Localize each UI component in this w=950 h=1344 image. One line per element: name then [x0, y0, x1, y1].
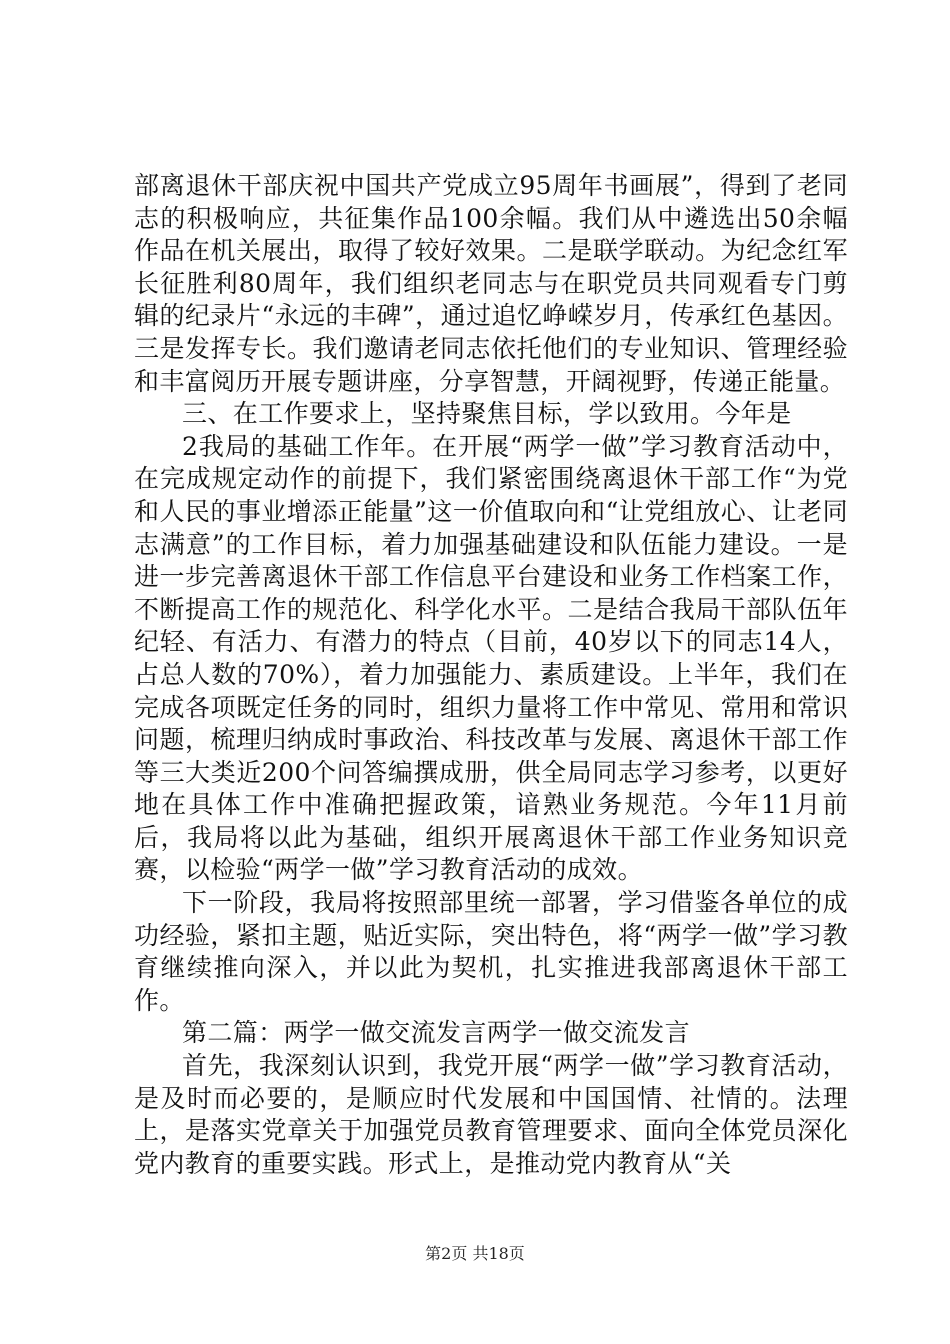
paragraph-4: 下一阶段，我局将按照部里统一部署，学习借鉴各单位的成功经验，紧扣主题，贴近实际，突出特色，将“两学一做”学习教育继续推向深入，并以此为契机，扎实推进我部离退休干部工作。: [134, 888, 848, 1015]
page-number-label: 第2页 共18页: [425, 1244, 525, 1263]
paragraph-2: 三、在工作要求上，坚持聚焦目标，学以致用。今年是: [182, 399, 792, 429]
page-footer: [0, 1244, 950, 1264]
paragraph-1: 部离退休干部庆祝中国共产党成立95周年书画展”，得到了老同志的积极响应，共征集作品100余幅。我们从中遴选出50余幅作品在机关展出，取得了较好效果。二是联学联动。为纪念红军长征胜利80周年，我们组织老同志与在职党员共同观看专门剪辑的纪录片“永远的丰碑”，通过追忆峥嵘岁月，传承红色基因。三是发挥专长。我们邀请老同志依托他们的专业知识、管理经验和丰富阅历开展专题讲座，分享智慧，开阔视野，传递正能量。: [134, 171, 848, 396]
section-heading: 第二篇：两学一做交流发言两学一做交流发言: [182, 1018, 691, 1048]
paragraph-5: 首先，我深刻认识到，我党开展“两学一做”学习教育活动，是及时而必要的，是顺应时代发展和中国国情、社情的。法理上，是落实党章关于加强党员教育管理要求、面向全体党员深化党内教育的重要实践。形式上，是推动党内教育从“关: [134, 1051, 848, 1178]
document-body: [134, 170, 848, 1180]
paragraph-3: 2我局的基础工作年。在开展“两学一做”学习教育活动中，在完成规定动作的前提下，我们紧密围绕离退休干部工作“为党和人民的事业增添正能量”这一价值取向和“让党组放心、让老同志满意”的工作目标，着力加强基础建设和队伍能力建设。一是进一步完善离退休干部工作信息平台建设和业务工作档案工作，不断提高工作的规范化、科学化水平。二是结合我局干部队伍年纪轻、有活力、有潜力的特点（目前，40岁以下的同志14人，占总人数的70%），着力加强能力、素质建设。上半年，我们在完成各项既定任务的同时，组织力量将工作中常见、常用和常识问题，梳理归纳成时事政治、科技改革与发展、离退休干部工作等三大类近200个问答编撰成册，供全局同志学习参考，以更好地在具体工作中准确把握政策，谙熟业务规范。今年11月前后，我局将以此为基础，组织开展离退休干部工作业务知识竞赛，以检验“两学一做”学习教育活动的成效。: [134, 431, 848, 885]
